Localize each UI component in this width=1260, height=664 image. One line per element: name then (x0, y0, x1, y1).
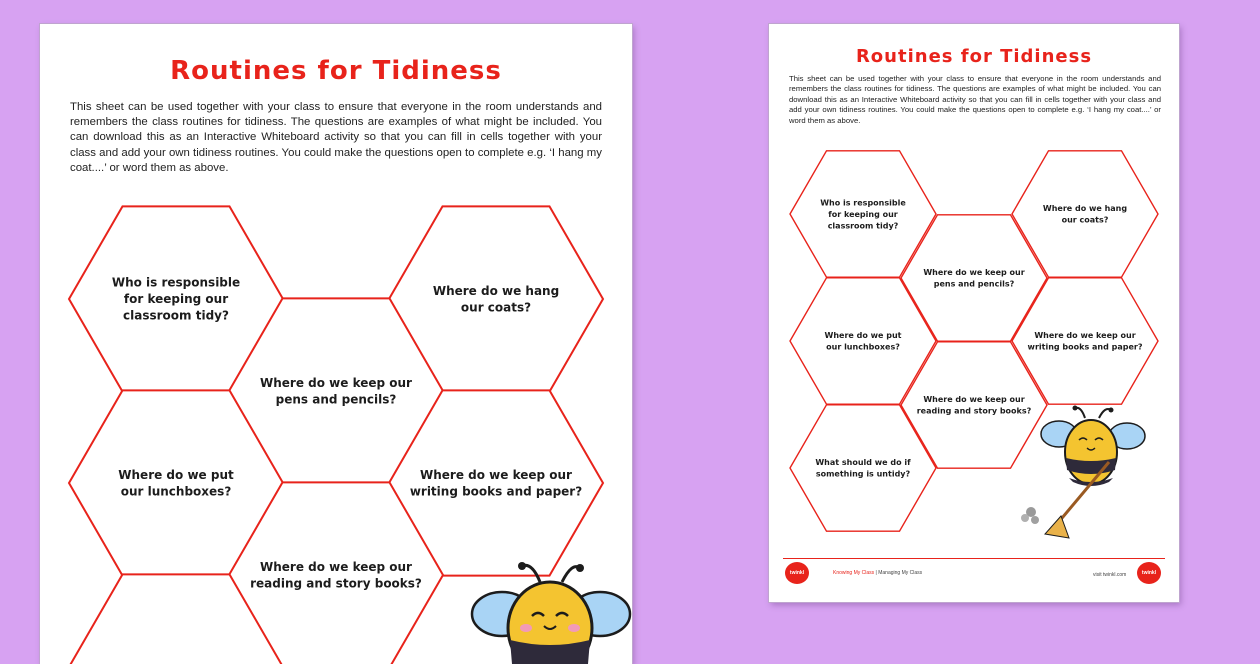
bee-with-broom-illustration (769, 24, 1179, 602)
hexagon-question-line: writing books and paper? (1027, 342, 1143, 352)
hexagon-question-line: our lunchboxes? (826, 342, 900, 352)
worksheet-title: Routines for Tidiness (170, 56, 502, 86)
footer-divider (783, 558, 1165, 559)
hexagon-question-line: Where do we keep our (260, 559, 412, 574)
footer-course: Knowing My Class | Managing My Class (833, 570, 923, 576)
hexagon-question-line: our coats? (1061, 215, 1109, 225)
hexagon-question-line: Where do we hang (432, 283, 560, 298)
hexagon-question-line: for keeping our (123, 292, 229, 307)
hexagon-question-line: classroom tidy? (123, 308, 229, 323)
twinkl-logo: twinkl (785, 562, 809, 584)
hexagon-question-line: Where do we keep our (420, 467, 572, 482)
hexagon-question-line: our lunchboxes? (120, 484, 232, 499)
hexagon-question-line: Where do we keep our (260, 375, 412, 390)
hexagon-question-line: Where do we hang (1042, 204, 1128, 214)
footer-url: visit twinkl.com (1093, 572, 1127, 578)
hexagon-question-line: Where do we keep our (1034, 331, 1136, 341)
hexagon-question-line: pens and pencils? (275, 392, 397, 407)
hexagon-question-line: reading and story books? (250, 576, 422, 591)
hexagon-question-line: reading and story books? (916, 406, 1032, 416)
hexagon-question-line: writing books and paper? (409, 484, 583, 499)
hexagon-question-line: pens and pencils? (933, 279, 1015, 289)
twinkl-logo-right: twinkl (1137, 562, 1161, 584)
hexagon-question-line: Who is responsible (820, 198, 906, 208)
worksheet-title-preview: Routines for Tidiness (855, 46, 1093, 67)
bee-illustration (40, 24, 632, 664)
hexagon-question-line: something is untidy? (815, 469, 911, 479)
hexagon-question-line: What should we do if (815, 458, 911, 468)
worksheet-page-small (769, 24, 1179, 602)
hexagon-question-line: for keeping our (828, 209, 898, 219)
worksheet-intro: This sheet can be used together with your class to ensure that everyone in the room understands and remembers the class routines for tidiness. The questions are examples of what might be included. You can download this as an Interactive Whiteboard activity so that you can fill in cells together with your class and add your own tidiness routines. You could make the questions open to complete e.g. ‘I hang my coat....’ or word them as above. (70, 101, 602, 174)
hexagon-question-line: Where do we put (824, 331, 902, 341)
hexagon-question-line: our coats? (460, 300, 532, 315)
hexagon-question-line: Where do we put (118, 467, 234, 482)
worksheet-page-large (40, 24, 632, 664)
hexagon-question-line: classroom tidy? (827, 221, 899, 231)
hexagon-question-line: Who is responsible (111, 275, 241, 290)
hexagon-question-line: Where do we keep our (923, 268, 1025, 278)
worksheet-intro-preview: This sheet can be used together with your class to ensure that everyone in the room understands and remembers the class routines for tidiness. The questions are examples of what might be included. You can download this as an Interactive Whiteboard activity so that you can fill in cells together with your class and add your own tidiness routines. You could make the questions open to complete e.g. ‘I hang my coat....’ or word them as above. (789, 74, 1161, 125)
hexagon-question-line: Where do we keep our (923, 395, 1025, 405)
